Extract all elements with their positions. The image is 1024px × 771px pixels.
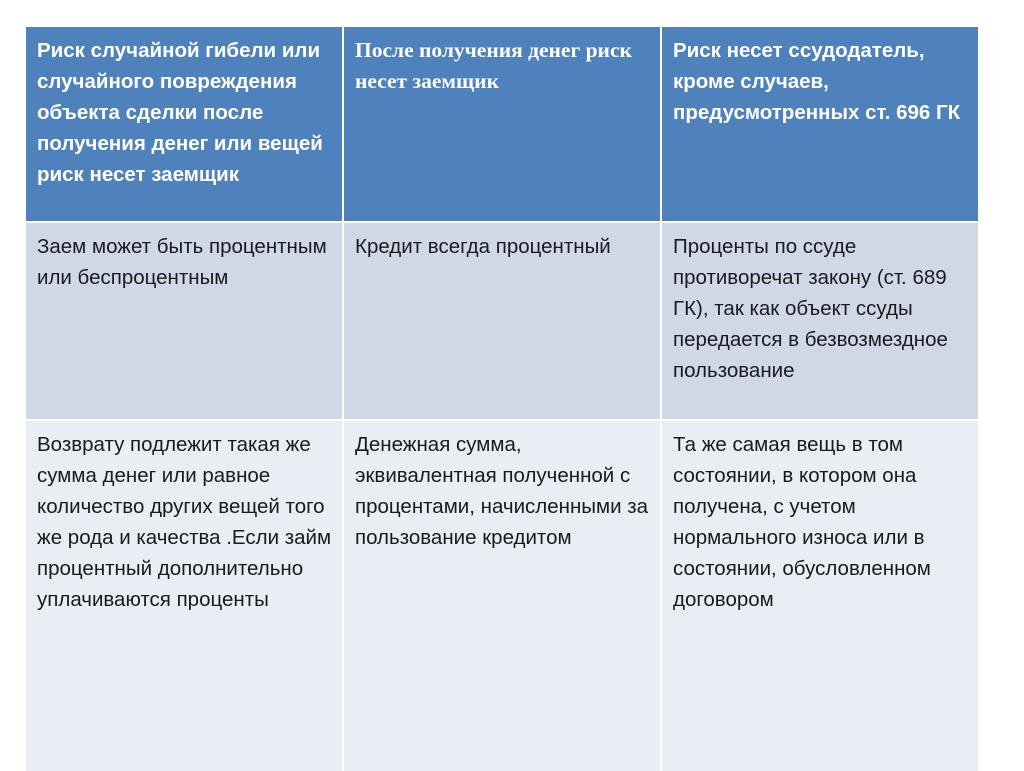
table-cell-row1-credit: Кредит всегда процентный <box>344 223 660 419</box>
table-cell-row2-credit: Денежная сумма, эквивалентная полученной с процентами, начисленными за пользование кредитом <box>344 421 660 771</box>
table-cell-row2-lending: Та же самая вещь в том состоянии, в котором она получена, с учетом нормального износа или в состоянии, обусловленном договором <box>662 421 978 771</box>
header-cell-lending: Риск несет ссудодатель, кроме случаев, предусмотренных ст. 696 ГК <box>662 27 978 221</box>
comparison-table <box>26 27 974 767</box>
header-cell-loan: Риск случайной гибели или случайного повреждения объекта сделки после получения денег или вещей риск несет заемщик <box>26 27 342 221</box>
table-cell-row1-lending: Проценты по ссуде противоречат закону (ст. 689 ГК), так как объект ссуды передается в безвозмездное пользование <box>662 223 978 419</box>
header-cell-credit: После получения денег риск несет заемщик <box>344 27 660 221</box>
table-cell-row2-loan: Возврату подлежит такая же сумма денег или равное количество других вещей того же рода и качества .Если займ процентный дополнительно уплачиваются проценты <box>26 421 342 771</box>
table-cell-row1-loan: Заем может быть процентным или беспроцентным <box>26 223 342 419</box>
